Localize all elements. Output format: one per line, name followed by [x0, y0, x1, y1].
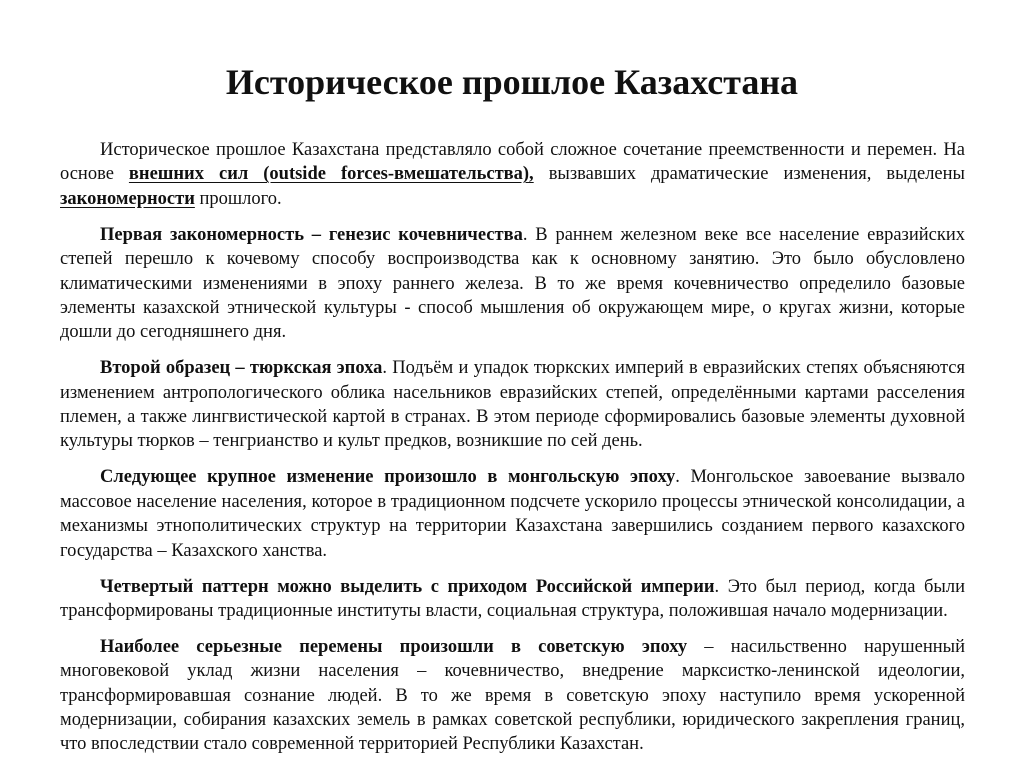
text-body	[60, 138, 965, 768]
page-title: Историческое прошлое Казахстана	[225, 62, 799, 102]
paragraph-turkic	[60, 356, 965, 454]
paragraph-intro	[60, 138, 965, 211]
nomadism-text: . В раннем железном веке все население евразийских степей перешло к кочевому способу воспроизводства как к основному занятию. Это было обусловлено климатическими изменениями в эпоху раннего железа. В то же время кочевничество определило базовые элементы казахской этнической культуры - способ мышления об окружающем мире, о кругах жизни, которые дошли до сегодняшнего дня.	[60, 224, 965, 343]
soviet-text: – насильственно нарушенный многовековой уклад жизни населения – кочевничество, внедрение марксистко-ленинской идеологии, трансформировавшая сознание людей. В то же время в советскую эпоху наступило время ускоренной модернизации, собирания казахских земель в рамках советской республики, юридического закрепления границ, что впоследствии стало современной территорией Республики Казахстан.	[60, 636, 965, 755]
soviet-heading: Наиболее серьезные перемены произошли в советскую эпоху	[100, 636, 688, 657]
russian-empire-heading: Четвертый паттерн можно выделить с приходом Российской империи	[100, 576, 715, 597]
mongol-text: . Монгольское завоевание вызвало массовое население населения, которое в традиционном подсчете ускорило процессы этнической консолидации, а механизмы этнополитических структур на территории Казахстана завершились созданием первого казахского государства – Казахского ханства.	[60, 467, 965, 561]
russian-empire-text: . Это был период, когда были трансформированы традиционные институты власти, социальная структура, положившая начало модернизации.	[60, 576, 965, 621]
turkic-text: . Подъём и упадок тюркских империй в евразийских степях объясняются изменением антропологического облика насельников евразийских степей, определёнными картами расселения племен, а также лингвистической картой в странах. В этом периоде сформировались базовые элементы духовной культуры тюрков – тенгрианство и культ предков, возникшие по сей день.	[60, 358, 966, 452]
paragraph-soviet	[60, 635, 965, 757]
intro-text: Историческое прошлое Казахстана представляло собой сложное сочетание преемственности и перемен. На основе	[60, 140, 965, 185]
paragraph-nomadism	[60, 223, 965, 345]
intro-underlined-forces: внешних сил (outside forces-вмешательства),	[128, 164, 534, 185]
paragraph-mongol	[60, 465, 965, 563]
turkic-heading: Второй образец – тюркская эпоха	[100, 358, 383, 379]
intro-middle-text: вызвавших драматические изменения, выделены	[533, 164, 965, 185]
intro-underlined-patterns: закономерности	[60, 188, 195, 209]
mongol-heading: Следующее крупное изменение произошло в монгольскую эпоху	[100, 467, 676, 488]
intro-tail-text: прошлого.	[194, 188, 282, 209]
nomadism-heading: Первая закономерность – генезис кочевничества	[100, 224, 523, 245]
paragraph-russian-empire	[60, 575, 965, 624]
